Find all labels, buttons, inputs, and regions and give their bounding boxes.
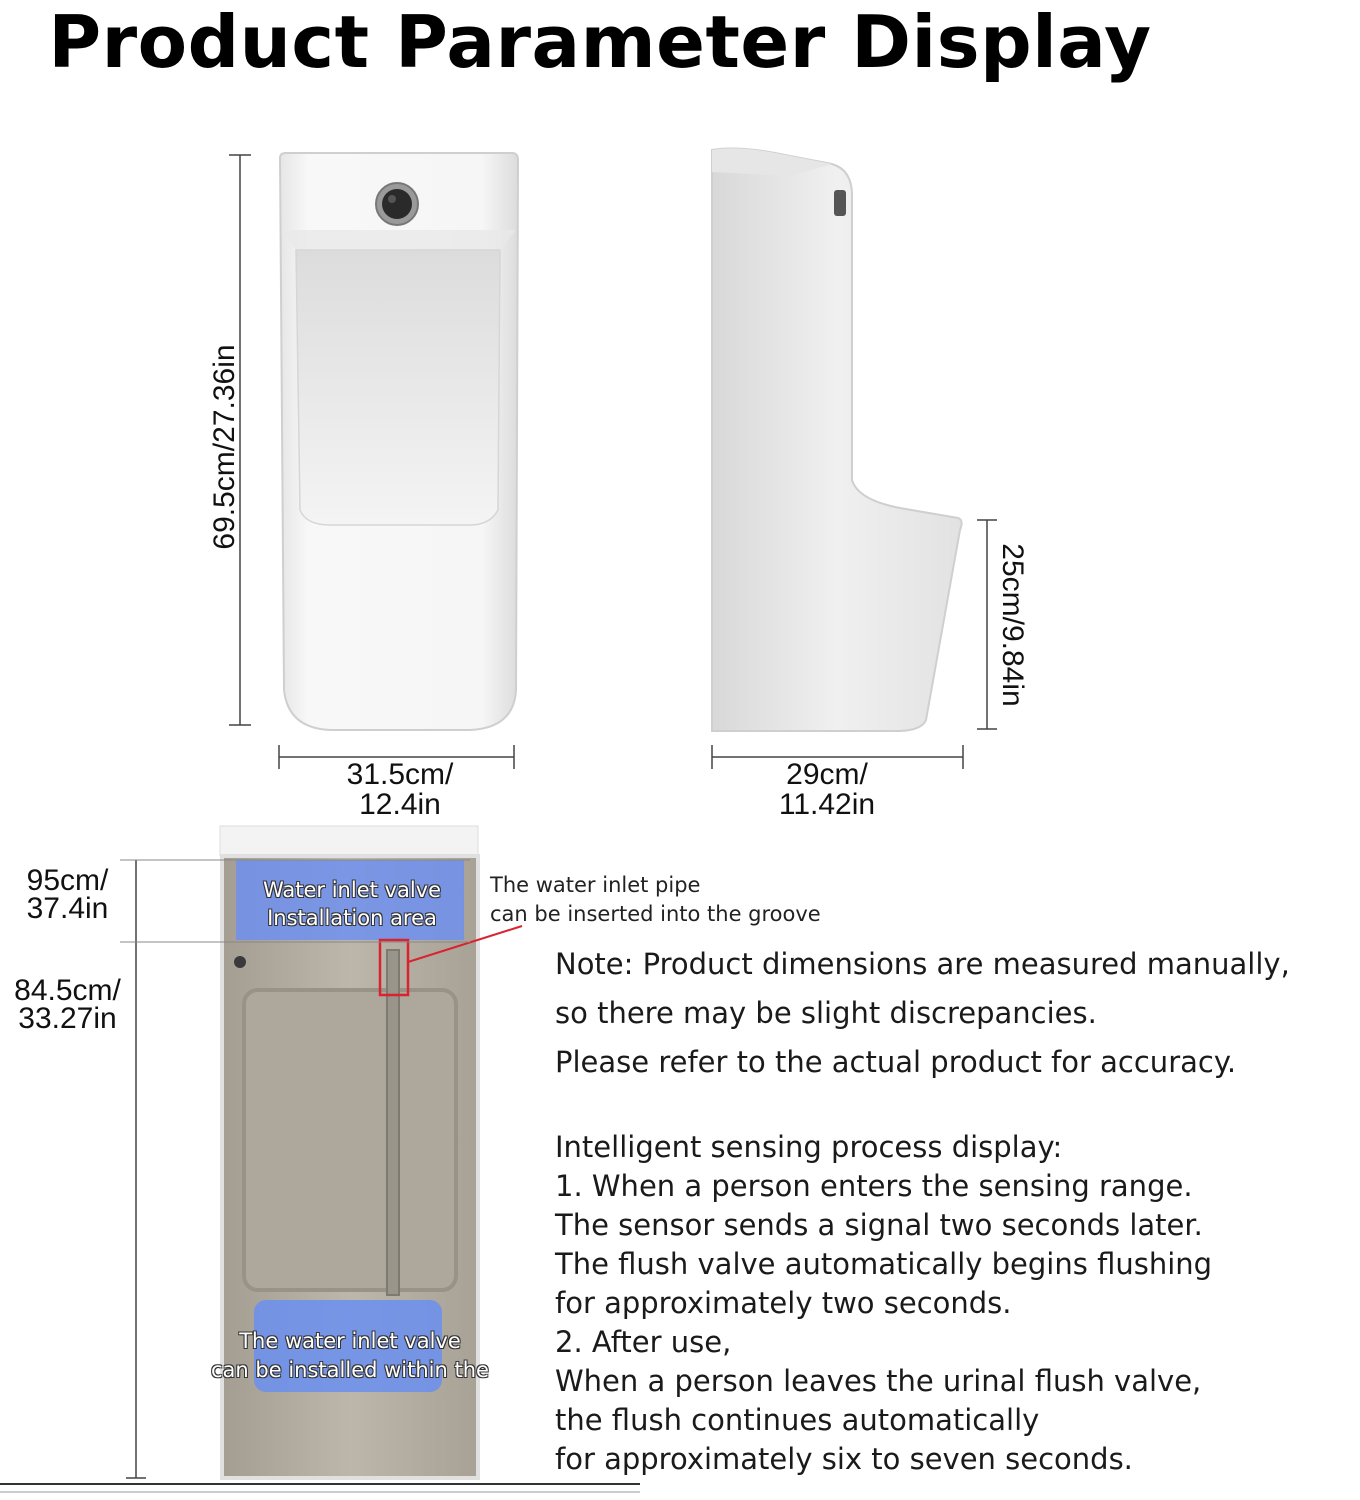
total-height-label-2: 37.4in: [26, 892, 109, 925]
measurement-note: [555, 940, 1360, 1087]
front-view-urinal: [280, 153, 518, 730]
top-area-label-1: Water inlet valve: [262, 878, 442, 902]
side-lip-label: 25cm/9.84in: [996, 543, 1029, 707]
total-height-label-1: 95cm/: [26, 864, 109, 897]
process-line: When a person leaves the urinal flush valve,: [555, 1364, 1202, 1398]
process-line: for approximately two seconds.: [555, 1286, 1012, 1320]
bottom-area-label-1: The water inlet valve: [239, 1329, 461, 1353]
note-line-2: so there may be slight discrepancies.: [555, 996, 1097, 1030]
front-height-label: 69.5cm/27.36in: [208, 344, 241, 550]
side-depth-label-1: 29cm/: [786, 758, 868, 791]
process-line: The sensor sends a signal two seconds later.: [555, 1208, 1203, 1242]
front-width-label-2: 12.4in: [359, 788, 441, 821]
top-area-label-2: Installation area: [267, 906, 437, 930]
process-line: The flush valve automatically begins flushing: [555, 1247, 1213, 1281]
inlet-pipe-callout-2: can be inserted into the groove: [490, 902, 821, 926]
side-lip-dimension-line: [977, 520, 997, 729]
process-line: 2. After use,: [555, 1325, 732, 1359]
process-line: for approximately six to seven seconds.: [555, 1442, 1133, 1476]
sensing-process: [555, 1128, 1360, 1479]
process-line: the flush continues automatically: [555, 1403, 1040, 1437]
lower-height-label-2: 33.27in: [18, 1002, 117, 1035]
process-line: 1. When a person enters the sensing range.: [555, 1169, 1193, 1203]
inlet-pipe-callout-1: The water inlet pipe: [490, 873, 701, 897]
lower-height-label-1: 84.5cm/: [14, 974, 121, 1007]
note-line-1: Note: Product dimensions are measured manually,: [555, 947, 1290, 981]
page-title: Product Parameter Display: [48, 0, 1152, 84]
side-view-urinal: [712, 148, 962, 731]
process-heading: Intelligent sensing process display:: [555, 1130, 1063, 1164]
front-width-label-1: 31.5cm/: [346, 758, 454, 791]
note-line-3: Please refer to the actual product for accuracy.: [555, 1045, 1237, 1079]
ground-line: [0, 1484, 640, 1492]
side-depth-label-2: 11.42in: [778, 788, 876, 821]
bottom-area-label-2: can be installed within the: [211, 1358, 489, 1382]
